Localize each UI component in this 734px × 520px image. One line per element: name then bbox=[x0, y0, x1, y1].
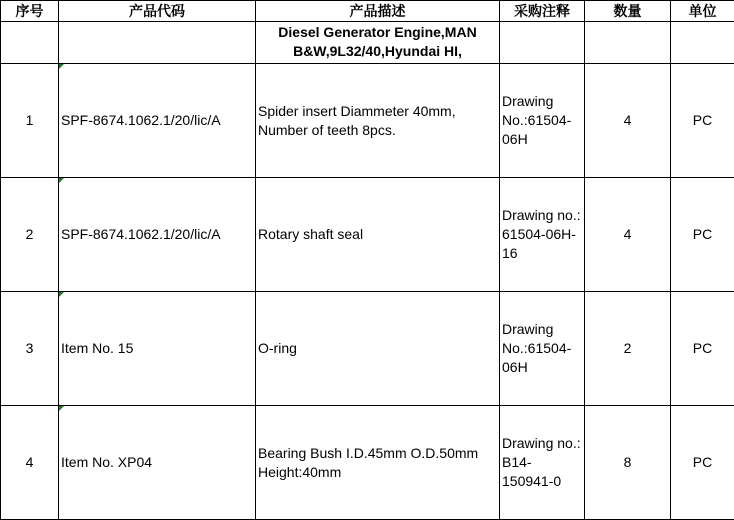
header-product-code[interactable]: 产品代码 bbox=[59, 1, 256, 22]
row-product-code[interactable]: SPF-8674.1062.1/20/lic/A bbox=[59, 64, 256, 178]
header-purchase-note[interactable]: 采购注释 bbox=[500, 1, 585, 22]
row-product-code[interactable]: SPF-8674.1062.1/20/lic/A bbox=[59, 178, 256, 292]
header-product-description[interactable]: 产品描述 bbox=[256, 1, 500, 22]
row-index[interactable]: 2 bbox=[1, 178, 59, 292]
row-quantity[interactable]: 4 bbox=[585, 64, 671, 178]
table-row bbox=[1, 178, 734, 292]
section-unit-cell[interactable] bbox=[671, 22, 734, 64]
row-quantity[interactable]: 2 bbox=[585, 292, 671, 406]
table-row bbox=[1, 292, 734, 406]
section-row bbox=[1, 22, 734, 64]
section-note-cell[interactable] bbox=[500, 22, 585, 64]
row-unit[interactable]: PC bbox=[671, 178, 734, 292]
row-description[interactable]: Rotary shaft seal bbox=[256, 178, 500, 292]
section-index-cell[interactable] bbox=[1, 22, 59, 64]
header-row bbox=[1, 1, 734, 22]
row-description[interactable]: Bearing Bush I.D.45mm O.D.50mm Height:40mm bbox=[256, 406, 500, 520]
row-purchase-note[interactable]: Drawing no.: 61504-06H-16 bbox=[500, 178, 585, 292]
row-description[interactable]: O-ring bbox=[256, 292, 500, 406]
row-unit[interactable]: PC bbox=[671, 406, 734, 520]
row-unit[interactable]: PC bbox=[671, 292, 734, 406]
cell-flag-icon bbox=[59, 292, 64, 297]
table-row bbox=[1, 406, 734, 520]
row-purchase-note[interactable]: Drawing no.: B14-150941-0 bbox=[500, 406, 585, 520]
row-index[interactable]: 4 bbox=[1, 406, 59, 520]
header-quantity[interactable]: 数量 bbox=[585, 1, 671, 22]
row-product-code[interactable]: Item No. XP04 bbox=[59, 406, 256, 520]
cell-flag-icon bbox=[59, 64, 64, 69]
row-unit[interactable]: PC bbox=[671, 64, 734, 178]
row-description[interactable]: Spider insert Diammeter 40mm, Number of teeth 8pcs. bbox=[256, 64, 500, 178]
row-index[interactable]: 1 bbox=[1, 64, 59, 178]
cell-flag-icon bbox=[59, 406, 64, 411]
row-purchase-note[interactable]: Drawing No.:61504-06H bbox=[500, 64, 585, 178]
row-quantity[interactable]: 8 bbox=[585, 406, 671, 520]
section-title[interactable]: Diesel Generator Engine,MAN B&W,9L32/40,Hyundai HI, bbox=[256, 22, 500, 64]
section-qty-cell[interactable] bbox=[585, 22, 671, 64]
header-unit[interactable]: 单位 bbox=[671, 1, 734, 22]
row-quantity[interactable]: 4 bbox=[585, 178, 671, 292]
header-index[interactable]: 序号 bbox=[1, 1, 59, 22]
row-product-code[interactable]: Item No. 15 bbox=[59, 292, 256, 406]
table-row bbox=[1, 64, 734, 178]
cell-flag-icon bbox=[59, 178, 64, 183]
section-code-cell[interactable] bbox=[59, 22, 256, 64]
row-purchase-note[interactable]: Drawing No.:61504-06H bbox=[500, 292, 585, 406]
row-index[interactable]: 3 bbox=[1, 292, 59, 406]
